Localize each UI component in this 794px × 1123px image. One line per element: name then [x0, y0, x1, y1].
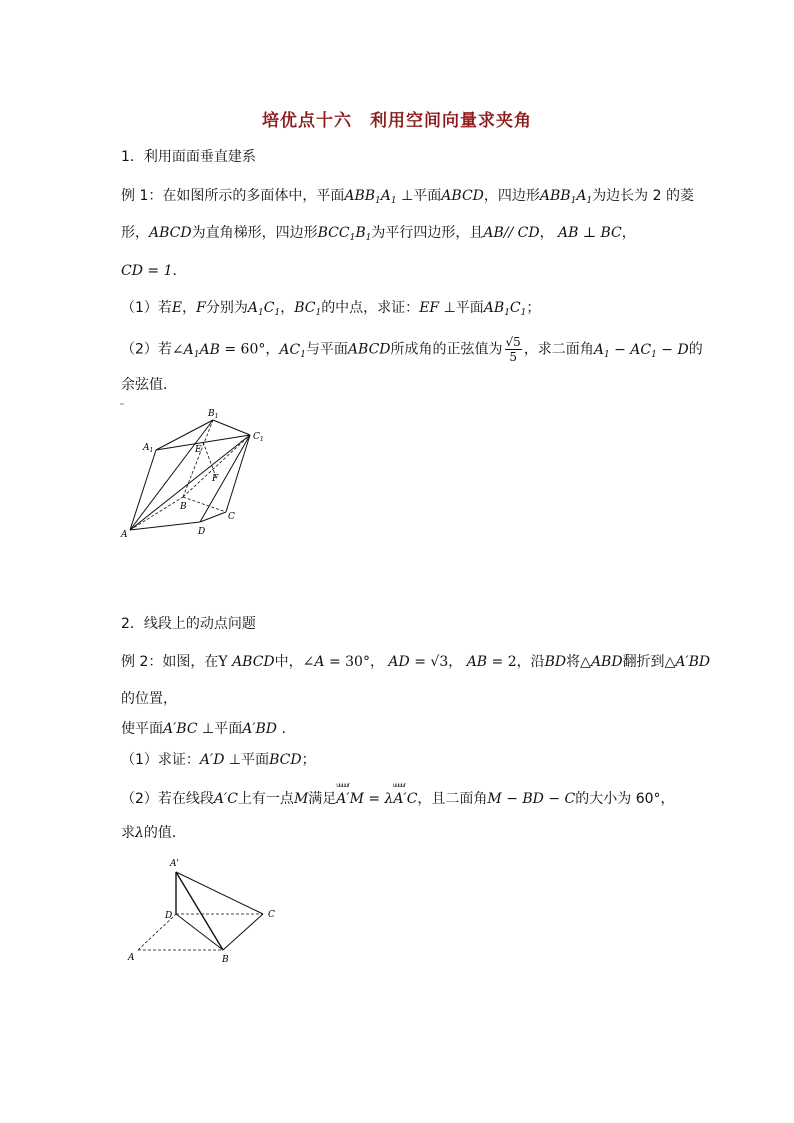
example-2-question-2-cont: 求λ的值． — [121, 825, 186, 841]
example-1-question-2: （2）若$\angle A_1AB = 60^\circ$，$AC_1$与平面ABCD所成角的正弦值为 $\frac{√5}{5}$ ，求二面角$A_1 - AC_1 - D$的 — [121, 335, 703, 364]
page-title: 培优点十六 利用空间向量求夹角 — [262, 111, 532, 131]
figure-2-fold — [118, 852, 288, 970]
svg-text:B1: $B_1$ — [208, 409, 219, 420]
svg-text:C1: $C_1$ — [253, 432, 264, 443]
svg-text:C: C — [268, 910, 275, 920]
example-2-line-2: 的位置， — [121, 691, 177, 707]
example-1-line-3: CD = 1． — [121, 263, 187, 279]
svg-text:D: D — [198, 527, 206, 537]
section-1-heading: 1．利用面面垂直建系 — [121, 149, 256, 165]
example-2-question-2: （2）若在线段A′C上有一点M满足 uuuur A′M = uuuur λA′C，且二面角M − BD − C的大小为 60°， — [121, 782, 675, 807]
example-2-line-1: 例 2：如图，在Y ABCD中，∠A = 30°， AD = √3， AB = 2，沿BD将△ABD翻折到△A′BD — [121, 654, 711, 670]
svg-text:D: D — [165, 911, 173, 921]
svg-text:E: E — [195, 445, 202, 455]
section-2-heading: 2．线段上的动点问题 — [121, 616, 256, 632]
example-1-question-2-cont: 余弦值． — [121, 377, 177, 393]
svg-text:C: C — [228, 512, 235, 522]
example-1-question-1: （1）若E，F分别为$A_1C_1$，$BC_1$的中点，求证：EF ⊥平面$AB_1C_1$； — [121, 300, 541, 318]
example-1-line-2: 形，ABCD为直角梯形，四边形$BCC_1B_1$为平行四边形，且AB// CD， AB ⊥ BC， — [121, 225, 636, 243]
example-2-question-1: （1）求证：A′D ⊥平面BCD； — [121, 752, 316, 768]
svg-text:A': A' — [170, 859, 179, 869]
svg-text:F: F — [212, 474, 219, 484]
svg-text:B: B — [180, 502, 187, 512]
svg-text:A: A — [128, 953, 135, 963]
svg-text:B: B — [222, 955, 229, 965]
example-1-line-1: 例 1：在如图所示的多面体中，平面$ABB_1A_1$ ⊥平面ABCD，四边形$ABB_1A_1$为边长为 2 的菱 — [121, 188, 694, 206]
figure-1-polyhedron — [118, 402, 278, 542]
svg-text:A1: $A_1$ — [143, 443, 154, 454]
example-2-line-3: 使平面A′BC ⊥平面A′BD . — [121, 721, 286, 737]
fraction-sqrt5-over-5: $\frac{√5}{5}$ — [505, 335, 521, 364]
svg-text:A: A — [121, 530, 128, 540]
